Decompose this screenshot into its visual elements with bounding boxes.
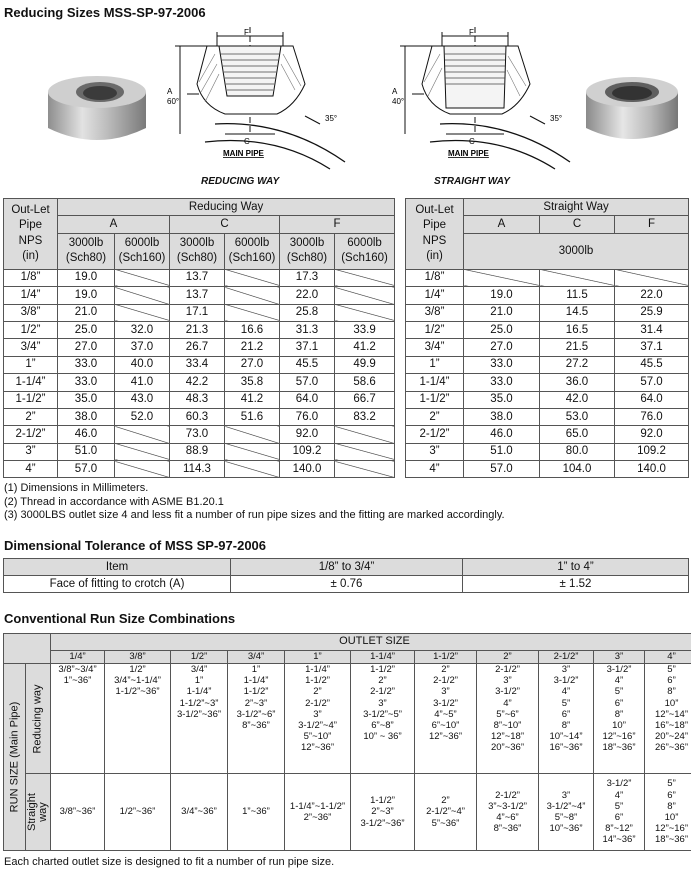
size-cell: 3/4” xyxy=(4,339,58,356)
table-row xyxy=(4,339,395,356)
value-cell: 27.0 xyxy=(225,356,280,373)
pressure-class-header: 6000lb (Sch160) xyxy=(335,233,395,269)
value-cell: 33.0 xyxy=(58,356,115,373)
value-cell xyxy=(225,426,280,443)
value-cell xyxy=(335,443,395,460)
run-combination-cell: 1-1/2” 2”~3” 3-1/2”~36” xyxy=(351,774,415,851)
value-cell xyxy=(225,443,280,460)
size-cell: 3” xyxy=(4,443,58,460)
run-combination-cell: 3” 3-1/2” 4” 5” 6” 8” 10”~14” 16”~36” xyxy=(539,664,594,774)
value-cell: 31.3 xyxy=(280,321,335,338)
value-cell: 11.5 xyxy=(540,287,615,304)
main-pipe-label: MAIN PIPE xyxy=(223,149,264,158)
value-cell: 66.7 xyxy=(335,391,395,408)
dim-f-label: F xyxy=(469,28,474,37)
value-cell: 43.0 xyxy=(115,391,170,408)
note: (3) 3000LBS outlet size 4 and less fit a number of run pipe sizes and the fitting are marked accordingly. xyxy=(4,509,505,521)
table-row xyxy=(406,304,689,321)
value-cell xyxy=(225,304,280,321)
reducing-way-table xyxy=(3,198,395,478)
run-combination-cell: 2” 2-1/2” 3” 3-1/2” 4”~5” 6”~10” 12”~36” xyxy=(415,664,477,774)
value-cell: 33.4 xyxy=(170,356,225,373)
value-cell: 64.0 xyxy=(280,391,335,408)
outlet-size-cell: 1-1/4” xyxy=(351,651,415,664)
value-cell: 51.0 xyxy=(464,443,540,460)
tolerance-cell: Face of fitting to crotch (A) xyxy=(4,576,231,593)
value-cell xyxy=(540,269,615,286)
size-cell: 3/8” xyxy=(4,304,58,321)
value-cell xyxy=(115,443,170,460)
reducing-way-label-cell xyxy=(26,664,51,774)
size-cell: 1/2” xyxy=(4,321,58,338)
col-header-a: A xyxy=(464,216,540,233)
value-cell xyxy=(225,269,280,286)
run-combination-cell: 1-1/4”~1-1/2” 2”~36” xyxy=(285,774,351,851)
value-cell xyxy=(464,269,540,286)
value-cell: 38.0 xyxy=(464,408,540,425)
value-cell xyxy=(225,461,280,478)
value-cell: 25.0 xyxy=(464,321,540,338)
table-row xyxy=(406,426,689,443)
size-cell: 1” xyxy=(406,356,464,373)
value-cell: 57.0 xyxy=(615,374,689,391)
value-cell: 88.9 xyxy=(170,443,225,460)
value-cell: 13.7 xyxy=(170,287,225,304)
value-cell: 21.5 xyxy=(540,339,615,356)
value-cell: 25.9 xyxy=(615,304,689,321)
value-cell xyxy=(115,287,170,304)
value-cell xyxy=(615,269,689,286)
value-cell: 114.3 xyxy=(170,461,225,478)
value-cell xyxy=(115,461,170,478)
tolerance-cell: ± 0.76 xyxy=(231,576,463,593)
tolerance-header: 1/8” to 3/4” xyxy=(231,559,463,576)
value-cell: 17.3 xyxy=(280,269,335,286)
pressure-class-header: 3000lb (Sch80) xyxy=(170,233,225,269)
value-cell xyxy=(225,287,280,304)
straight-way-label-cell xyxy=(26,774,51,851)
table-row xyxy=(406,287,689,304)
value-cell: 21.3 xyxy=(170,321,225,338)
value-cell: 45.5 xyxy=(280,356,335,373)
value-cell: 38.0 xyxy=(58,408,115,425)
value-cell: 13.7 xyxy=(170,269,225,286)
angle-label: 60° xyxy=(167,97,180,106)
tolerance-table xyxy=(3,558,689,593)
value-cell: 19.0 xyxy=(58,269,115,286)
table-row xyxy=(4,321,395,338)
straight-way-drawing xyxy=(380,24,575,174)
size-cell: 3/8” xyxy=(406,304,464,321)
size-cell: 2-1/2” xyxy=(406,426,464,443)
value-cell: 80.0 xyxy=(540,443,615,460)
value-cell: 17.1 xyxy=(170,304,225,321)
outlet-size-cell: 1” xyxy=(285,651,351,664)
outlet-size-cell: 4” xyxy=(645,651,691,664)
straight-way-table xyxy=(405,198,689,478)
col-header-f: F xyxy=(615,216,689,233)
value-cell: 14.5 xyxy=(540,304,615,321)
value-cell: 16.5 xyxy=(540,321,615,338)
run-combination-cell: 3-1/2” 4” 5” 6” 8” 10” 12”~16” 18”~36” xyxy=(594,664,645,774)
value-cell: 42.2 xyxy=(170,374,225,391)
reducing-way-caption: REDUCING WAY xyxy=(201,176,280,187)
value-cell: 27.0 xyxy=(464,339,540,356)
pressure-class-header: 3000lb (Sch80) xyxy=(58,233,115,269)
run-combination-cell: 3/8”~36” xyxy=(51,774,105,851)
size-cell: 1/4” xyxy=(4,287,58,304)
value-cell: 48.3 xyxy=(170,391,225,408)
size-cell: 1-1/4” xyxy=(4,374,58,391)
value-cell: 92.0 xyxy=(280,426,335,443)
outlet-size-cell: 3/4” xyxy=(228,651,285,664)
col-header-a: A xyxy=(58,216,170,233)
value-cell: 46.0 xyxy=(464,426,540,443)
table-row xyxy=(4,304,395,321)
pressure-class-header: 3000lb xyxy=(464,233,689,269)
table-row xyxy=(406,408,689,425)
reducing-way-drawing xyxy=(155,24,350,174)
value-cell: 35.8 xyxy=(225,374,280,391)
corner-cell xyxy=(4,634,51,664)
size-cell: 1-1/2” xyxy=(4,391,58,408)
run-combination-cell: 3/4”~36” xyxy=(171,774,228,851)
reducing-fitting-photo xyxy=(44,70,150,150)
value-cell: 22.0 xyxy=(280,287,335,304)
value-cell: 27.0 xyxy=(58,339,115,356)
run-combination-cell: 3” 3-1/2”~4” 5”~8” 10”~36” xyxy=(539,774,594,851)
run-combination-cell: 1”~36” xyxy=(228,774,285,851)
run-combination-cell: 1-1/2” 2” 2-1/2” 3” 3-1/2”~5” 6”~8” 10” ~ 36” xyxy=(351,664,415,774)
value-cell: 104.0 xyxy=(540,461,615,478)
value-cell: 76.0 xyxy=(280,408,335,425)
table-row xyxy=(406,391,689,408)
value-cell: 109.2 xyxy=(615,443,689,460)
value-cell: 33.0 xyxy=(464,356,540,373)
run-combination-cell: 5” 6” 8” 10” 12”~14” 16”~18” 20”~24” 26”~36” xyxy=(645,664,691,774)
pressure-class-header: 6000lb (Sch160) xyxy=(115,233,170,269)
value-cell xyxy=(335,269,395,286)
value-cell: 51.6 xyxy=(225,408,280,425)
size-cell: 3” xyxy=(406,443,464,460)
reducing-way-label: Reducing way xyxy=(31,683,44,754)
run-combination-cell: 1/2” 3/4”~1-1/4” 1-1/2”~36” xyxy=(105,664,171,774)
table-row xyxy=(406,321,689,338)
table-row xyxy=(4,443,395,460)
value-cell: 42.0 xyxy=(540,391,615,408)
value-cell xyxy=(335,426,395,443)
table-row xyxy=(4,374,395,391)
note: (2) Thread in accordance with ASME B1.20.1 xyxy=(4,495,224,508)
run-size-label-cell xyxy=(4,664,26,851)
run-combination-cell: 3-1/2” 4” 5” 6” 8”~12” 14”~36” xyxy=(594,774,645,851)
dim-a-label: A xyxy=(167,87,173,96)
notes xyxy=(4,482,505,523)
run-combination-cell: 1” 1-1/4” 1-1/2” 2”~3” 3-1/2”~6” 8”~36” xyxy=(228,664,285,774)
value-cell: 64.0 xyxy=(615,391,689,408)
outlet-size-cell: 1/4” xyxy=(51,651,105,664)
table-row xyxy=(4,269,395,286)
outlet-size-header: OUTLET SIZE xyxy=(51,634,691,651)
value-cell: 57.0 xyxy=(58,461,115,478)
value-cell: 16.6 xyxy=(225,321,280,338)
group-header: Straight Way xyxy=(464,199,689,216)
run-combination-cell: 1-1/4” 1-1/2” 2” 2-1/2” 3” 3-1/2”~4” 5”~10” 12”~36” xyxy=(285,664,351,774)
run-size-label: RUN SIZE (Main Pipe) xyxy=(8,701,20,813)
table-row xyxy=(406,339,689,356)
straight-fitting-photo xyxy=(582,72,682,148)
table-row xyxy=(4,461,395,478)
value-cell: 19.0 xyxy=(58,287,115,304)
col-header-c: C xyxy=(540,216,615,233)
size-cell: 4” xyxy=(4,461,58,478)
size-cell: 1/8” xyxy=(406,269,464,286)
dim-c-label: C xyxy=(244,137,250,146)
value-cell: 53.0 xyxy=(540,408,615,425)
value-cell: 19.0 xyxy=(464,287,540,304)
run-combination-cell: 2” 2-1/2”~4” 5”~36” xyxy=(415,774,477,851)
size-cell: 3/4” xyxy=(406,339,464,356)
pressure-class-header: 3000lb (Sch80) xyxy=(280,233,335,269)
col-header-f: F xyxy=(280,216,395,233)
run-combination-cell: 3/4” 1” 1-1/4” 1-1/2”~3” 3-1/2”~36” xyxy=(171,664,228,774)
value-cell: 41.2 xyxy=(225,391,280,408)
value-cell: 21.0 xyxy=(464,304,540,321)
group-header: Reducing Way xyxy=(58,199,395,216)
table-row xyxy=(406,443,689,460)
main-pipe-label: MAIN PIPE xyxy=(448,149,489,158)
value-cell: 40.0 xyxy=(115,356,170,373)
value-cell: 73.0 xyxy=(170,426,225,443)
note: (1) Dimensions in Millimeters. xyxy=(4,482,149,494)
value-cell: 27.2 xyxy=(540,356,615,373)
table-row xyxy=(4,408,395,425)
straight-way-caption: STRAIGHT WAY xyxy=(434,176,510,187)
dim-a-label: A xyxy=(392,87,398,96)
outlet-size-cell: 3” xyxy=(594,651,645,664)
value-cell: 109.2 xyxy=(280,443,335,460)
value-cell: 22.0 xyxy=(615,287,689,304)
size-cell: 2-1/2” xyxy=(4,426,58,443)
value-cell: 36.0 xyxy=(540,374,615,391)
angle-label: 40° xyxy=(392,97,405,106)
value-cell: 140.0 xyxy=(615,461,689,478)
dim-f-label: F xyxy=(244,28,249,37)
outlet-size-cell: 1/2” xyxy=(171,651,228,664)
angle-label: 35° xyxy=(325,114,338,123)
col-header-c: C xyxy=(170,216,280,233)
value-cell: 92.0 xyxy=(615,426,689,443)
value-cell: 21.0 xyxy=(58,304,115,321)
value-cell: 57.0 xyxy=(280,374,335,391)
run-combination-cell: 2-1/2” 3” 3-1/2” 4” 5”~6” 8”~10” 12”~18” 20”~36” xyxy=(477,664,539,774)
tolerance-cell: ± 1.52 xyxy=(463,576,689,593)
run-combination-cell: 5” 6” 8” 10” 12”~16” 18”~36” xyxy=(645,774,691,851)
value-cell: 35.0 xyxy=(58,391,115,408)
run-combination-cell: 3/8”~3/4” 1”~36” xyxy=(51,664,105,774)
value-cell xyxy=(115,426,170,443)
outlet-size-cell: 1-1/2” xyxy=(415,651,477,664)
size-cell: 2” xyxy=(4,408,58,425)
value-cell: 21.2 xyxy=(225,339,280,356)
size-cell: 1/8” xyxy=(4,269,58,286)
tolerance-title: Dimensional Tolerance of MSS SP-97-2006 xyxy=(4,538,267,553)
size-cell: 1/4” xyxy=(406,287,464,304)
tolerance-header: Item xyxy=(4,559,231,576)
table-row xyxy=(406,356,689,373)
size-cell: 1” xyxy=(4,356,58,373)
run-size-title: Conventional Run Size Combinations xyxy=(4,611,236,626)
table-row xyxy=(4,356,395,373)
table-row xyxy=(406,269,689,286)
angle-label: 35° xyxy=(550,114,563,123)
value-cell: 25.8 xyxy=(280,304,335,321)
value-cell xyxy=(115,269,170,286)
value-cell: 45.5 xyxy=(615,356,689,373)
value-cell: 33.0 xyxy=(58,374,115,391)
run-size-table xyxy=(3,633,691,851)
value-cell: 60.3 xyxy=(170,408,225,425)
value-cell: 52.0 xyxy=(115,408,170,425)
size-cell: 1/2” xyxy=(406,321,464,338)
value-cell: 33.9 xyxy=(335,321,395,338)
value-cell: 35.0 xyxy=(464,391,540,408)
run-combination-cell: 2-1/2” 3”~3-1/2” 4”~6” 8”~36” xyxy=(477,774,539,851)
value-cell: 83.2 xyxy=(335,408,395,425)
run-combination-cell: 1/2”~36” xyxy=(105,774,171,851)
value-cell: 33.0 xyxy=(464,374,540,391)
tolerance-header: 1” to 4” xyxy=(463,559,689,576)
value-cell: 76.0 xyxy=(615,408,689,425)
value-cell: 65.0 xyxy=(540,426,615,443)
size-cell: 4” xyxy=(406,461,464,478)
value-cell xyxy=(335,304,395,321)
value-cell: 51.0 xyxy=(58,443,115,460)
table-row xyxy=(406,374,689,391)
value-cell: 31.4 xyxy=(615,321,689,338)
value-cell: 49.9 xyxy=(335,356,395,373)
pressure-class-header: 6000lb (Sch160) xyxy=(225,233,280,269)
table-row xyxy=(406,461,689,478)
page-title: Reducing Sizes MSS-SP-97-2006 xyxy=(4,5,206,20)
value-cell xyxy=(115,304,170,321)
table-row xyxy=(4,391,395,408)
value-cell xyxy=(335,461,395,478)
table-row xyxy=(4,426,395,443)
footer-note: Each charted outlet size is designed to fit a number of run pipe size. xyxy=(4,856,335,868)
size-cell: 2” xyxy=(406,408,464,425)
value-cell: 25.0 xyxy=(58,321,115,338)
value-cell: 57.0 xyxy=(464,461,540,478)
value-cell: 37.0 xyxy=(115,339,170,356)
straight-way-label: Straight way xyxy=(26,793,49,831)
outlet-header-cell: Out-Let Pipe NPS (in) xyxy=(406,199,464,270)
outlet-size-cell: 2” xyxy=(477,651,539,664)
size-cell: 1-1/2” xyxy=(406,391,464,408)
value-cell: 37.1 xyxy=(280,339,335,356)
outlet-size-cell: 3/8” xyxy=(105,651,171,664)
value-cell: 32.0 xyxy=(115,321,170,338)
outlet-header-cell: Out-Let Pipe NPS (in) xyxy=(4,199,58,270)
size-cell: 1-1/4” xyxy=(406,374,464,391)
value-cell: 41.2 xyxy=(335,339,395,356)
value-cell: 140.0 xyxy=(280,461,335,478)
outlet-size-cell: 2-1/2” xyxy=(539,651,594,664)
value-cell: 58.6 xyxy=(335,374,395,391)
value-cell: 26.7 xyxy=(170,339,225,356)
value-cell xyxy=(335,287,395,304)
table-row xyxy=(4,287,395,304)
value-cell: 46.0 xyxy=(58,426,115,443)
value-cell: 41.0 xyxy=(115,374,170,391)
value-cell: 37.1 xyxy=(615,339,689,356)
dim-c-label: C xyxy=(469,137,475,146)
